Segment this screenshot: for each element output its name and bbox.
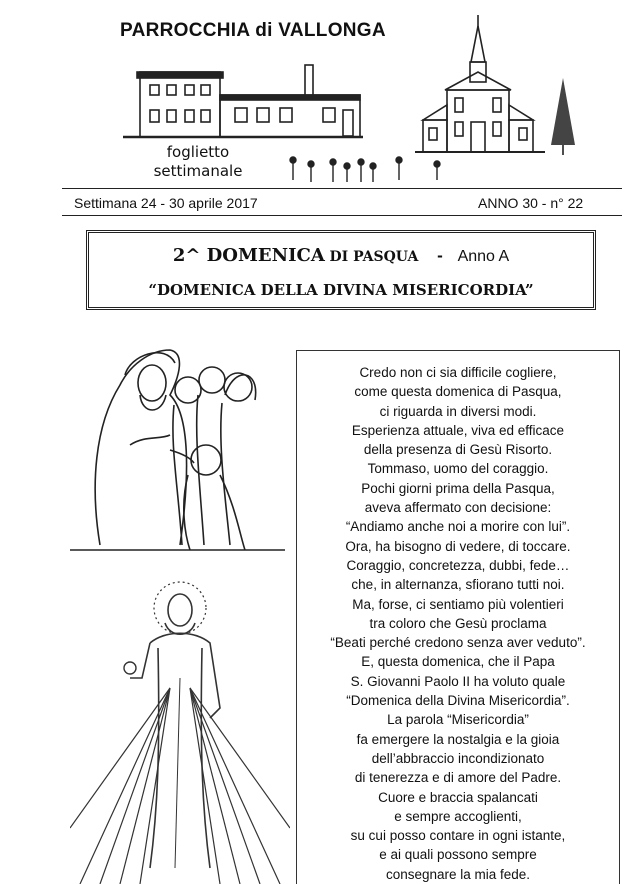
- reflection-line: come questa domenica di Pasqua,: [354, 384, 562, 400]
- reflection-line: della presenza di Gesù Risorto.: [363, 442, 553, 458]
- reflection-line: che, in alternanza, sfiorano tutti noi.: [351, 577, 565, 593]
- reflection-text: [297, 351, 619, 884]
- subtitle-line-1: foglietto: [166, 143, 230, 161]
- newsletter-subtitle: [143, 143, 253, 181]
- divine-mercy-illustration: [70, 568, 290, 884]
- reflection-line: Tommaso, uomo del coraggio.: [367, 461, 549, 477]
- liturgical-year: Anno A: [457, 248, 510, 265]
- reflection-line: e sempre accoglienti,: [394, 808, 522, 824]
- church-drawing: [415, 15, 575, 155]
- sunday-title-box: [86, 230, 596, 310]
- reflection-line: Pochi giorni prima della Pasqua,: [361, 480, 555, 496]
- people-silhouettes: [290, 157, 440, 182]
- sunday-subtitle: “DOMENICA DELLA DIVINA MISERICORDIA”: [148, 281, 534, 299]
- reflection-line: ci riguarda in diversi modi.: [379, 403, 537, 419]
- reflection-line: fa emergere la nostalgia e la gioia: [356, 731, 560, 747]
- reflection-line: dell’abbraccio incondizionato: [371, 750, 545, 766]
- reflection-line: E, questa domenica, che il Papa: [361, 654, 555, 670]
- reflection-line: Ora, ha bisogno di vedere, di toccare.: [345, 538, 571, 554]
- reflection-line: Coraggio, concretezza, dubbi, fede…: [346, 557, 570, 573]
- week-dates: Settimana 24 - 30 aprile 2017: [74, 195, 258, 211]
- jesus-thomas-illustration: [70, 335, 285, 555]
- sunday-title-main: 2^ DOMENICA: [172, 245, 325, 266]
- title-dash: -: [437, 246, 443, 265]
- sunday-title: [89, 245, 593, 266]
- reflection-line: Esperienza attuale, viva ed efficace: [351, 422, 565, 438]
- issue-number: ANNO 30 - n° 22: [478, 195, 584, 211]
- subtitle-line-2: settimanale: [153, 162, 243, 180]
- reflection-line: aveva affermato con decisione:: [364, 500, 552, 516]
- reflection-line: Credo non ci sia difficile cogliere,: [359, 365, 557, 380]
- parish-building-drawing: [123, 65, 363, 137]
- reflection-line: La parola “Misericordia”: [387, 712, 529, 728]
- reflection-line: “Domenica della Divina Misericordia”.: [346, 693, 570, 709]
- reflection-line: Ma, forse, ci sentiamo più volentieri: [352, 596, 564, 612]
- reflection-line: “Andiamo anche noi a morire con lui”.: [345, 519, 571, 535]
- reflection-line: consegnare la mia fede.: [385, 866, 531, 882]
- sunday-title-small: DI PASQUA: [329, 249, 419, 265]
- reflection-line: di tenerezza e di amore del Padre.: [354, 770, 562, 786]
- reflection-line: e ai quali possono sempre: [379, 847, 537, 863]
- reflection-line: S. Giovanni Paolo II ha voluto quale: [350, 673, 566, 689]
- header-divider: [62, 188, 622, 189]
- parish-title: PARROCCHIA di VALLONGA: [120, 20, 386, 41]
- reflection-line: tra coloro che Gesù proclama: [369, 615, 547, 631]
- reflection-line: Cuore e braccia spalancati: [378, 789, 538, 805]
- reflection-line: “Beati perché credono senza aver veduto”.: [330, 635, 586, 651]
- reflection-text-box: [296, 350, 620, 884]
- meta-divider: [62, 215, 622, 216]
- reflection-line: su cui posso contare in ogni istante,: [350, 828, 566, 844]
